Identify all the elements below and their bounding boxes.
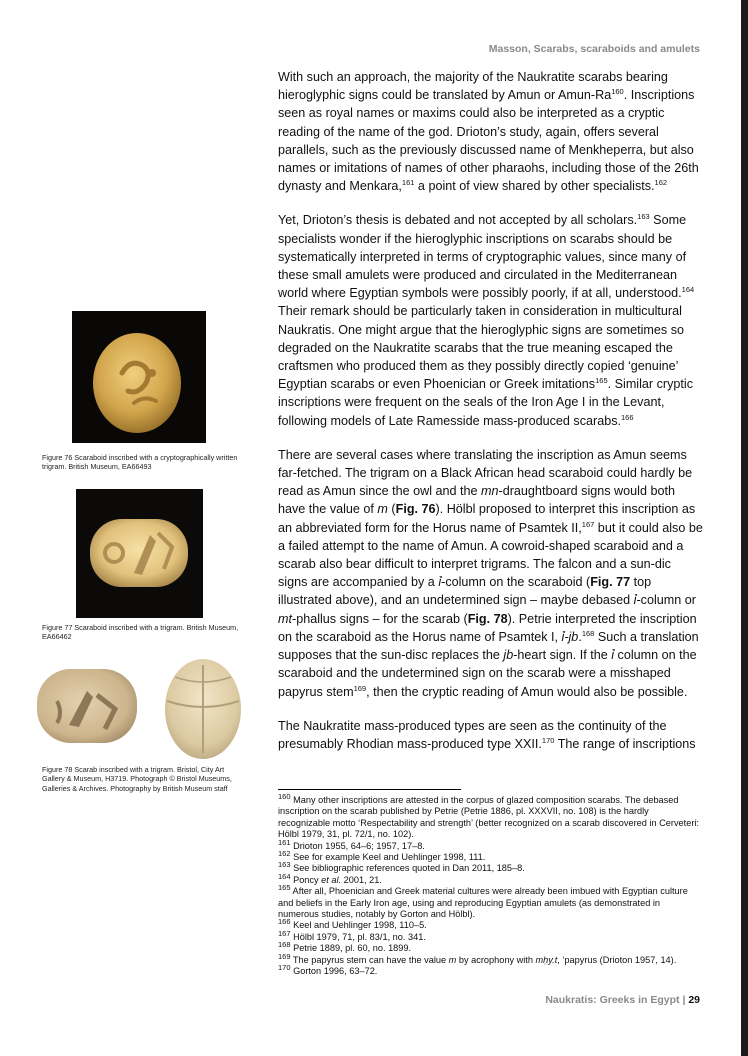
italic-text: m xyxy=(448,954,457,965)
footnote-167: $^{167}$ Hölbl 1979, 71, pl. 83/1, no. 341. xyxy=(278,928,426,942)
italic-text: mḥy.t xyxy=(535,954,558,965)
paragraph-2: Yet, Drioton’s thesis is debated and not accepted by all scholars.$^{163}$ Some specialists wonder if the hieroglyphic inscriptions on scarabs should be systematically interpreted in terms of cryptographic values, since many of these small amulets were produced and circulated in the Mediterranean world where Egyptian symbols were possibly poorly, if at all, understood.$^{164}$ Their remark should be particularly taken in consideration in multicultural Naukratis. One might argue that the hieroglyphic signs are sometimes so degraded on the Naukratite scarabs that the true meaning escaped the craftsmen who produced them as they possibly directly copied ‘genuine’ Egyptian scarabs or even Phoenician or Greek imitations$^{165}$. Similar cryptic inscriptions were frequent on the seals of the Iron Age I in the Levant, following models of Late Ramesside mass-produced scarabs.$^{166}$ xyxy=(278,212,695,428)
italic-text: m xyxy=(377,502,388,517)
note-ref: 160 xyxy=(611,87,624,97)
figure-76-caption: Figure 76 Scaraboid inscribed with a cryptographically written trigram. British Museum, EA66493 xyxy=(42,453,238,472)
italic-text: ỉ xyxy=(633,593,637,608)
note-ref: 169 xyxy=(353,683,367,693)
italic-text: mn xyxy=(481,484,499,499)
page-footer xyxy=(545,994,700,1006)
note-ref: 163 xyxy=(278,860,291,870)
figure-77-caption: Figure 77 Scaraboid inscribed with a trigram. British Museum, EA66462 xyxy=(42,623,239,642)
footnote-164: $^{164}$ Poncy et al. 2001, 21. xyxy=(278,871,382,885)
figure-78-caption: Figure 78 Scarab inscribed with a trigram. Bristol, City Art Gallery & Museum, H3719. Photograph © Bristol Museums, Galleries & Archives. Photography by British Museum staff xyxy=(42,765,232,793)
figure-ref: Fig. 76 xyxy=(395,502,436,517)
italic-text: mt xyxy=(278,611,292,626)
note-ref: 161 xyxy=(401,178,415,188)
paragraph-4: The Naukratite mass-produced types are seen as the continuity of the presumably Rhodian mass-produced type XXII.$^{170}$ The range of inscriptions xyxy=(278,718,696,751)
page-number: 29 xyxy=(688,994,700,1006)
figure-ref: Fig. 78 xyxy=(467,611,508,626)
figure-ref: Fig. 77 xyxy=(590,575,631,590)
note-ref: 165 xyxy=(278,883,291,893)
note-ref: 167 xyxy=(278,928,291,938)
footnote-161: $^{161}$ Drioton 1955, 64–6; 1957, 17–8. xyxy=(278,837,425,851)
italic-text: jb xyxy=(503,648,514,663)
note-ref: 163 xyxy=(637,212,650,222)
note-ref: 166 xyxy=(278,917,291,927)
italic-text: ỉ xyxy=(438,575,442,590)
running-head: Masson, Scarabs, scaraboids and amulets xyxy=(488,43,700,55)
main-text xyxy=(278,68,703,753)
footnote-162: $^{162}$ See for example Keel and Uehlinger 1998, 111. xyxy=(278,848,486,863)
note-ref: 164 xyxy=(278,871,291,881)
note-ref: 170 xyxy=(541,735,555,745)
footnote-163: $^{163}$ See bibliographic references quoted in Dan 2011, 185–8. xyxy=(278,860,525,874)
footnote-160: $^{160}$ Many other inscriptions are attested in the corpus of glazed composition scarabs. The debased inscription on the scarab published by Petrie (Petrie 1886, pl. XXXVII, no. 108) is the hardly recognizable motto ‘Respectability and strength’ (better recognized on a scarab discovered in Cerveteri: Hölbl 1979, 31, pl. 72/1, no. 102). xyxy=(278,791,699,840)
note-ref: 165 xyxy=(595,376,608,386)
note-ref: 169 xyxy=(278,951,291,961)
paragraph-1: With such an approach, the majority of the Naukratite scarabs bearing hieroglyphic signs could be translated by Amun or Amun-Ra$^{160}$. Inscriptions seen as royal names or maxims could also be interpreted as a cryptic reading of the name of the god. Drioton’s study, again, offers several parallels, such as the previously discussed name of Menkheperra, but also names or imitations of names of other pharaohs, including those of the 26th dynasty and Menkara,$^{161}$ a point of view shared by other specialists.$^{162}$ xyxy=(278,70,699,194)
note-ref: 160 xyxy=(278,791,291,801)
note-ref: 168 xyxy=(278,940,291,950)
italic-text: ỉ xyxy=(611,648,615,663)
note-ref: 166 xyxy=(621,412,634,422)
figure-78-scarab-image xyxy=(35,657,245,761)
italic-text: ỉ-jb xyxy=(561,629,579,644)
figure-77-scaraboid-image xyxy=(76,489,203,618)
note-ref: 167 xyxy=(581,519,595,529)
footnote-170: $^{170}$ Gorton 1996, 63–72. xyxy=(278,963,378,977)
note-ref: 168 xyxy=(581,628,595,638)
note-ref: 162 xyxy=(654,178,668,188)
note-ref: 170 xyxy=(278,963,291,973)
figure-76-scaraboid-image xyxy=(72,311,206,443)
note-ref: 164 xyxy=(681,285,695,295)
footnote-165: $^{165}$ After all, Phoenician and Greek material cultures were already been imbued with Egyptian culture and beliefs in the Early Iron age, using and reproducing Egyptian amulets (as demonstrated in numerous studies, notably by Gorton and Hölbl). xyxy=(278,883,688,920)
note-ref: 162 xyxy=(278,848,291,858)
footnote-169: $^{169}$ The papyrus stem can have the value m by acrophony with mḥy.t, ‘papyrus (Drioton 1957, 14). xyxy=(278,951,677,965)
journal-name: Naukratis: Greeks in Egypt | xyxy=(545,994,689,1006)
italic-text: et al. xyxy=(321,874,342,885)
footnotes xyxy=(278,791,702,978)
footnote-168: $^{168}$ Petrie 1889, pl. 60, no. 1899. xyxy=(278,940,412,954)
footnote-separator xyxy=(278,789,461,790)
page-edge xyxy=(741,0,748,1056)
note-ref: 161 xyxy=(278,837,291,847)
footnote-166: $^{166}$ Keel and Uehlinger 1998, 110–5. xyxy=(278,917,427,931)
paragraph-3: There are several cases where translating the inscription as Amun seems far-fetched. The trigram on a Black African head scaraboid could hardly be read as Amun since the owl and the mn-draughtboard signs would both have the value of m (Fig. 76). Hölbl proposed to interpret this inscription as an abbreviated form for the Horus name of Psamtek II,$^{167}$ but it could also be a failed attempt to the name of Amun. A cowroid-shaped scaraboid and a scarab also bear difficult to interpret trigrams. The falcon and a sun-dic signs are accompanied by a ỉ-column on the scaraboid (Fig. 77 top illustrated above), and an undetermined sign – maybe debased ỉ-column or mt-phallus signs – for the scarab (Fig. 78). Petrie interpreted the inscription on the scaraboid as the Horus name of Psamtek I, ỉ-jb.$^{168}$ Such a translation supposes that the sun-disc replaces the jb-heart sign. If the ỉ column on the scaraboid and the undetermined sign on the scarab were a misshaped papyrus stem$^{169}$, then the cryptic reading of Amun would also be possible. xyxy=(278,447,703,699)
